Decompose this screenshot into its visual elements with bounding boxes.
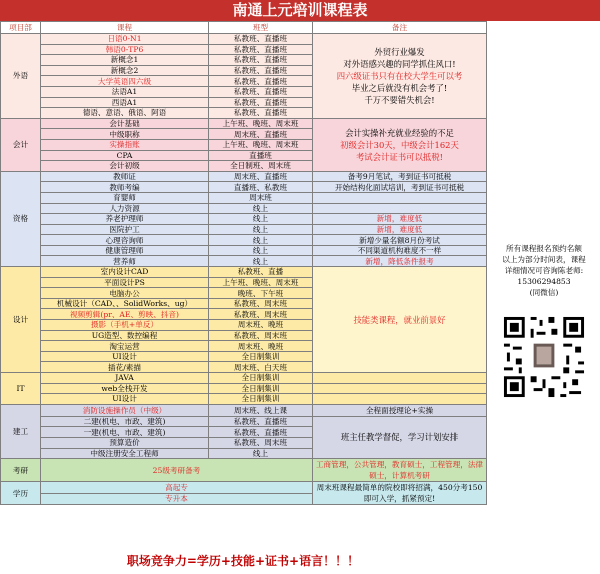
table-row xyxy=(1,416,487,427)
course-cell: 育婴师 xyxy=(41,192,209,203)
class-cell: 晚班、下午班 xyxy=(209,288,313,299)
note-cell: 会计实操补充就业经验的不足 初级会计30天，中级会计162天 考试会计证书可以抵税! xyxy=(313,118,487,171)
table-row xyxy=(1,224,487,235)
class-cell: 私教班、直播班 xyxy=(209,76,313,87)
table-row xyxy=(1,203,487,214)
course-cell: 预算造价 xyxy=(41,437,209,448)
category-cell: 考研 xyxy=(1,459,41,482)
note-cell: 技能类课程，就业前景好 xyxy=(313,267,487,373)
class-cell: 私教班、直播班 xyxy=(209,44,313,55)
class-cell: 私教班、周末班 xyxy=(209,298,313,309)
slogan: 职场竞争力=学历+技能+证书+语言！！！ xyxy=(126,554,360,568)
course-cell: 心理咨询师 xyxy=(41,235,209,246)
course-cell: 插花/素描 xyxy=(41,362,209,373)
qr-code-icon xyxy=(501,314,587,400)
note-cell: 开始结构化面试培训，考到证书可抵税 xyxy=(313,182,487,193)
course-cell: 中级职称 xyxy=(41,129,209,140)
course-cell: 大学英语四六级 xyxy=(41,76,209,87)
course-table xyxy=(0,21,487,505)
contact-sidebar xyxy=(488,21,600,549)
class-cell: 全日制集训 xyxy=(209,373,313,384)
course-cell: 平面设计PS xyxy=(41,277,209,288)
class-cell: 私教班、直播班 xyxy=(209,55,313,66)
note-cell: 不同渠道机构难度不一样 xyxy=(313,245,487,256)
course-cell: 二建(机电、市政、建筑) xyxy=(41,416,209,427)
course-cell: 高起专 xyxy=(41,482,313,494)
note-cell xyxy=(313,394,487,405)
course-cell: 西语A1 xyxy=(41,97,209,108)
class-cell: 周末班、直播班 xyxy=(209,129,313,140)
class-cell: 线上 xyxy=(209,203,313,214)
course-cell: 日语0-N1 xyxy=(41,34,209,45)
table-row xyxy=(1,171,487,182)
class-cell: 线上 xyxy=(209,448,313,459)
course-cell: 养老护理师 xyxy=(41,214,209,225)
course-cell: UG造型、数控编程 xyxy=(41,330,209,341)
course-cell: 淘宝运营 xyxy=(41,341,209,352)
note-cell xyxy=(313,203,487,214)
course-cell: 会计初级 xyxy=(41,161,209,172)
class-cell: 上午班、晚班、周末班 xyxy=(209,118,313,129)
category-cell: 设计 xyxy=(1,267,41,373)
table-row xyxy=(1,373,487,384)
table-row xyxy=(1,459,487,482)
table-row xyxy=(1,394,487,405)
note-cell xyxy=(313,192,487,203)
course-cell: 机械设计（CAD、、SolidWorks、ug） xyxy=(41,298,209,309)
class-cell: 私教班、周末班 xyxy=(209,309,313,320)
table-row xyxy=(1,383,487,394)
class-cell: 私教班、直播班 xyxy=(209,86,313,97)
course-cell: 室内设计CAD xyxy=(41,267,209,278)
contact-text: 所有课程报名预约名额 以上为部分时间表，课程 详细情况可咨询陈老师: 15306294853 (同微信) xyxy=(502,244,586,297)
note-cell xyxy=(313,383,487,394)
course-cell: 德语、意语、俄语、阿语 xyxy=(41,108,209,119)
course-cell: 教师证 xyxy=(41,171,209,182)
note-cell: 新增少量名额8月份考试 xyxy=(313,235,487,246)
class-cell: 周末班、线上课 xyxy=(209,404,313,416)
class-cell: 周末班、晚班 xyxy=(209,341,313,352)
table-row xyxy=(1,235,487,246)
course-cell: 法语A1 xyxy=(41,86,209,97)
class-cell: 全日制集训 xyxy=(209,394,313,405)
class-cell: 全日制班、周末班 xyxy=(209,161,313,172)
category-cell: 建工 xyxy=(1,404,41,458)
table-row xyxy=(1,182,487,193)
course-cell: CPA xyxy=(41,150,209,161)
class-cell: 私教班、直播班 xyxy=(209,97,313,108)
class-cell: 私教班、直播班 xyxy=(209,65,313,76)
course-cell: 新概念1 xyxy=(41,55,209,66)
note-cell: 工商管理，公共管理，教育硕士，工程管理，法律硕士，计算机考研 xyxy=(313,459,487,482)
table-row xyxy=(1,267,487,278)
note-cell: 备考9月笔试，考到证书可抵税 xyxy=(313,171,487,182)
course-cell: 人力资源 xyxy=(41,203,209,214)
category-cell: 资格 xyxy=(1,171,41,266)
table-row xyxy=(1,256,487,267)
note-cell: 外贸行业爆发 对外语感兴趣的同学抓住风口! 四六级证书只有在校大学生可以考 毕业之后就没有机会考了! 千万不要错失机会! xyxy=(313,34,487,119)
note-cell: 班主任教学督促，学习计划安排 xyxy=(313,416,487,458)
class-cell: 私教班、直播 xyxy=(209,267,313,278)
note-cell xyxy=(313,373,487,384)
class-cell: 线上 xyxy=(209,214,313,225)
class-cell: 线上 xyxy=(209,256,313,267)
course-cell: 会计基础 xyxy=(41,118,209,129)
class-cell: 周末班 xyxy=(209,192,313,203)
class-cell: 线上 xyxy=(209,224,313,235)
course-cell: 25级考研备考 xyxy=(41,459,313,482)
table-row xyxy=(1,404,487,416)
note-cell: 新增，难度低 xyxy=(313,214,487,225)
table-row xyxy=(1,192,487,203)
class-cell: 私教班、直播班 xyxy=(209,108,313,119)
category-cell: 学历 xyxy=(1,482,41,505)
class-cell: 上午班、晚班、周末班 xyxy=(209,139,313,150)
course-cell: UI设计 xyxy=(41,394,209,405)
course-cell: 韩语0-TP6 xyxy=(41,44,209,55)
class-cell: 私教班、直播班 xyxy=(209,427,313,438)
course-cell: 教师考编 xyxy=(41,182,209,193)
course-cell: 健康管理师 xyxy=(41,245,209,256)
course-cell: JAVA xyxy=(41,373,209,384)
note-cell: 周末班课程最简单的院校即将招满，450分考150即可入学，抓紧预定! xyxy=(313,482,487,505)
class-cell: 周末班、白天班 xyxy=(209,362,313,373)
course-cell: 营养师 xyxy=(41,256,209,267)
header-category: 项目部 xyxy=(1,22,41,34)
course-cell: UI设计 xyxy=(41,351,209,362)
header-note: 备注 xyxy=(313,22,487,34)
class-cell: 私教班、直播班 xyxy=(209,416,313,427)
course-cell: 医院护工 xyxy=(41,224,209,235)
class-cell: 直播班、私教班 xyxy=(209,182,313,193)
class-cell: 周末班、晚班 xyxy=(209,320,313,331)
course-cell: 一建(机电、市政、建筑) xyxy=(41,427,209,438)
course-cell: 电脑办公 xyxy=(41,288,209,299)
course-cell: 摄影（手机+单反） xyxy=(41,320,209,331)
table-row xyxy=(1,482,487,494)
course-cell: 新概念2 xyxy=(41,65,209,76)
class-cell: 上午班、晚班、周末班 xyxy=(209,277,313,288)
table-row xyxy=(1,214,487,225)
note-cell: 新增，难度低 xyxy=(313,224,487,235)
course-cell: 专升本 xyxy=(41,493,313,505)
header-row xyxy=(1,22,487,34)
class-cell: 线上 xyxy=(209,235,313,246)
category-cell: 外语 xyxy=(1,34,41,119)
header-class: 班型 xyxy=(209,22,313,34)
header-course: 课程 xyxy=(41,22,209,34)
page-title: 南通上元培训课程表 xyxy=(0,0,600,21)
table-row xyxy=(1,245,487,256)
class-cell: 直播班 xyxy=(209,150,313,161)
category-cell: IT xyxy=(1,373,41,405)
note-cell: 全程面授理论+实操 xyxy=(313,404,487,416)
category-cell: 会计 xyxy=(1,118,41,171)
class-cell: 私教班、周末班 xyxy=(209,437,313,448)
class-cell: 周末班、直播班 xyxy=(209,171,313,182)
course-cell: 实操指账 xyxy=(41,139,209,150)
note-cell: 新增，降低条件报考 xyxy=(313,256,487,267)
class-cell: 私教班、周末班 xyxy=(209,330,313,341)
course-cell: 中级注册安全工程师 xyxy=(41,448,209,459)
class-cell: 线上 xyxy=(209,245,313,256)
class-cell: 全日制集训 xyxy=(209,351,313,362)
class-cell: 私教班、直播班 xyxy=(209,34,313,45)
course-cell: 视频剪辑(pr、AE、剪映、抖音) xyxy=(41,309,209,320)
course-cell: web全栈开发 xyxy=(41,383,209,394)
course-cell: 消防设施操作员（中级） xyxy=(41,404,209,416)
table-row xyxy=(1,34,487,45)
class-cell: 全日制集训 xyxy=(209,383,313,394)
table-row xyxy=(1,118,487,129)
